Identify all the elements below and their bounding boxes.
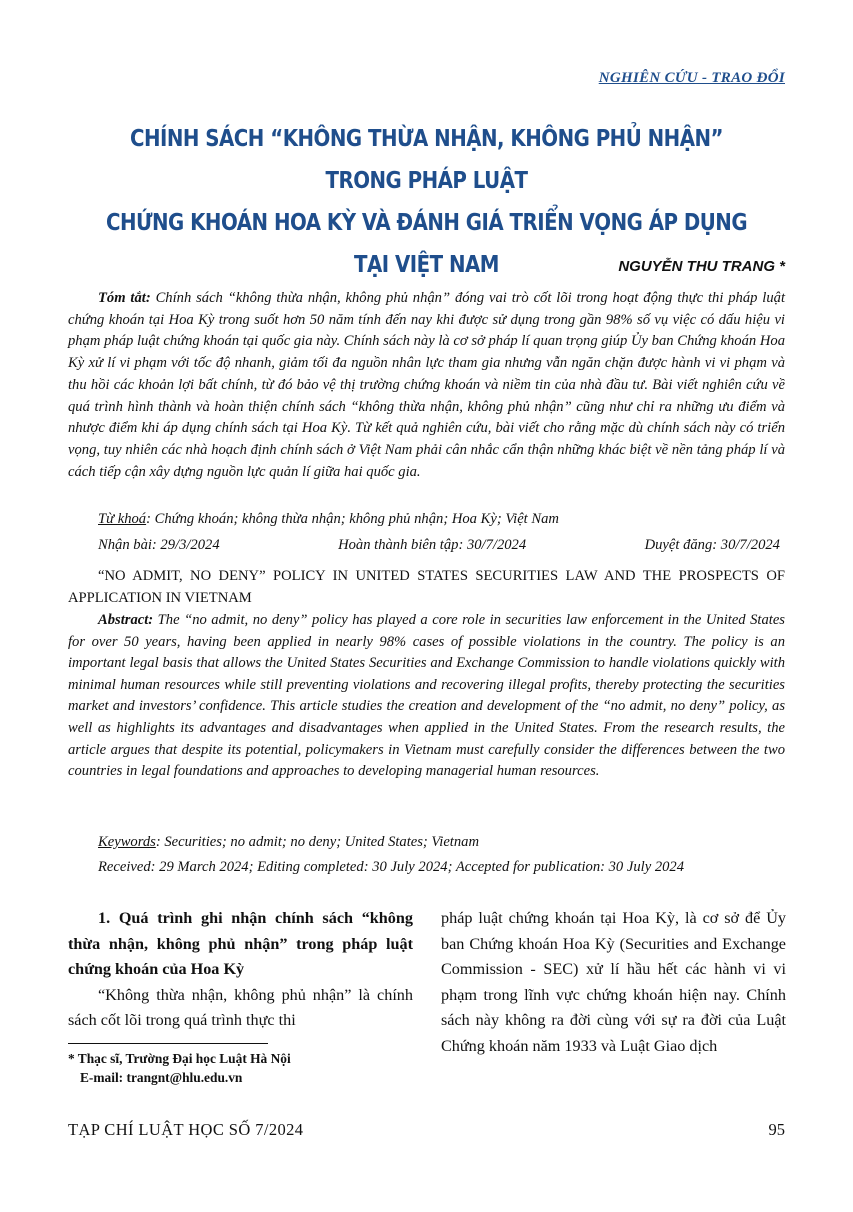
abstract-english bbox=[68, 610, 785, 783]
abstract-en-text: The “no admit, no deny” policy has played a core role in securities law enforcement in the United States for over 50 years, having been applied in nearly 98% cases of possible violations in the country. The policy is an important legal basis that allows the United States Securities and Exchange Commission to handle violations quickly with minimal human resources while still preventing violations and recovering illegal profits, thereby protecting the securities market and investors’ confidence. This article studies the creation and development of the “no admit, no deny” policy, as well as highlights its advantages and disadvantages when applied in the United States. From the research results, the article argues that despite its potential, policymakers in Vietnam must carefully consider the differences between the two countries in legal foundations and approaches to developing managerial human resources. bbox=[68, 612, 785, 780]
footnote-email: E-mail: trangnt@hlu.edu.vn bbox=[80, 1070, 243, 1085]
author-name: NGUYỄN THU TRANG * bbox=[618, 258, 785, 275]
keywords-vn-text: : Chứng khoán; không thừa nhận; không phủ nhận; Hoa Kỳ; Việt Nam bbox=[146, 511, 559, 527]
body-paragraph-right: pháp luật chứng khoán tại Hoa Kỳ, là cơ sở để Ủy ban Chứng khoán Hoa Kỳ (Securities and Exchange Commission - SEC) xử lí hầu hết các hành vi vi phạm trong lĩnh vực chứng khoán hiện nay. Chính sách này không ra đời cùng với sự ra đời của Luật Chứng khoán năm 1933 và Luật Giao dịch bbox=[441, 909, 786, 1055]
abstract-vn-text: Chính sách “không thừa nhận, không phủ nhận” đóng vai trò cốt lõi trong hoạt động thực thi pháp luật chứng khoán tại Hoa Kỳ trong suốt hơn 50 năm tính đến nay khi được sử dụng trong gần 98% số vụ việc có dấu hiệu vi phạm pháp luật chứng khoán tại quốc gia này. Chính sách này là cơ sở pháp lí quan trọng giúp Ủy ban Chứng khoán Hoa Kỳ xử lí vi phạm với tốc độ nhanh, giảm tối đa nguồn nhân lực tham gia nhưng vẫn ngăn chặn được hành vi vi phạm và thu hồi các khoản lợi bất chính, từ đó bảo vệ thị trường chứng khoán và niềm tin của nhà đầu tư. Bài viết nghiên cứu về quá trình hình thành và hoàn thiện chính sách “không thừa nhận, không phủ nhận” cũng như chỉ ra những ưu điểm và nhược điểm khi áp dụng chính sách tại Hoa Kỳ. Từ kết quả nghiên cứu, bài viết cho rằng mặc dù chính sách này có triển vọng, tuy nhiên các nhà hoạch định chính sách ở Việt Nam phải cân nhắc cẩn thận những khác biệt về nền tảng pháp lí và cách tiếp cận xây dựng nguồn lực quản lí giữa hai quốc gia. bbox=[68, 290, 785, 480]
keywords-vietnamese bbox=[98, 511, 559, 528]
title-line-2: CHỨNG KHOÁN HOA KỲ VÀ ĐÁNH GIÁ TRIỂN VỌNG ÁP DỤNG TẠI VIỆT NAM bbox=[105, 210, 748, 278]
abstract-en-label: Abstract: bbox=[98, 612, 154, 628]
journal-footer: TẠP CHÍ LUẬT HỌC SỐ 7/2024 bbox=[68, 1120, 304, 1139]
body-left-column bbox=[68, 906, 413, 1034]
date-edited-vn: Hoàn thành biên tập: 30/7/2024 bbox=[338, 537, 527, 553]
footnote-affiliation: * Thạc sĩ, Trường Đại học Luật Hà Nội bbox=[68, 1051, 291, 1066]
dates-english: Received: 29 March 2024; Editing completed: 30 July 2024; Accepted for publication: 30 July 2024 bbox=[98, 859, 685, 875]
abstract-vietnamese bbox=[68, 288, 785, 483]
section-heading: 1. Quá trình ghi nhận chính sách “không thừa nhận, không phủ nhận” trong pháp luật chứng khoán của Hoa Kỳ bbox=[68, 909, 413, 978]
footnote bbox=[68, 1049, 291, 1087]
english-title: “NO ADMIT, NO DENY” POLICY IN UNITED STATES SECURITIES LAW AND THE PROSPECTS OF APPLICATION IN VIETNAM bbox=[68, 568, 785, 606]
keywords-en-text: : Securities; no admit; no deny; United States; Vietnam bbox=[155, 834, 479, 850]
date-received-vn: Nhận bài: 29/3/2024 bbox=[98, 537, 220, 553]
keywords-en-label: Keywords bbox=[98, 834, 156, 850]
section-tag: NGHIÊN CỨU - TRAO ĐỔI bbox=[598, 70, 785, 86]
abstract-vn-label: Tóm tắt: bbox=[98, 290, 151, 306]
keywords-vn-label: Từ khoá bbox=[98, 511, 147, 527]
body-right-column bbox=[441, 906, 786, 1059]
footnote-divider bbox=[68, 1043, 268, 1044]
body-paragraph-left: “Không thừa nhận, không phủ nhận” là chính sách cốt lõi trong quá trình thực thi bbox=[68, 985, 413, 1029]
dates-vietnamese bbox=[98, 537, 780, 554]
title-line-1: CHÍNH SÁCH “KHÔNG THỪA NHẬN, KHÔNG PHỦ NHẬN” TRONG PHÁP LUẬT bbox=[129, 126, 724, 194]
date-accepted-vn: Duyệt đăng: 30/7/2024 bbox=[644, 537, 780, 553]
page-number: 95 bbox=[768, 1120, 785, 1139]
keywords-english bbox=[98, 834, 479, 851]
